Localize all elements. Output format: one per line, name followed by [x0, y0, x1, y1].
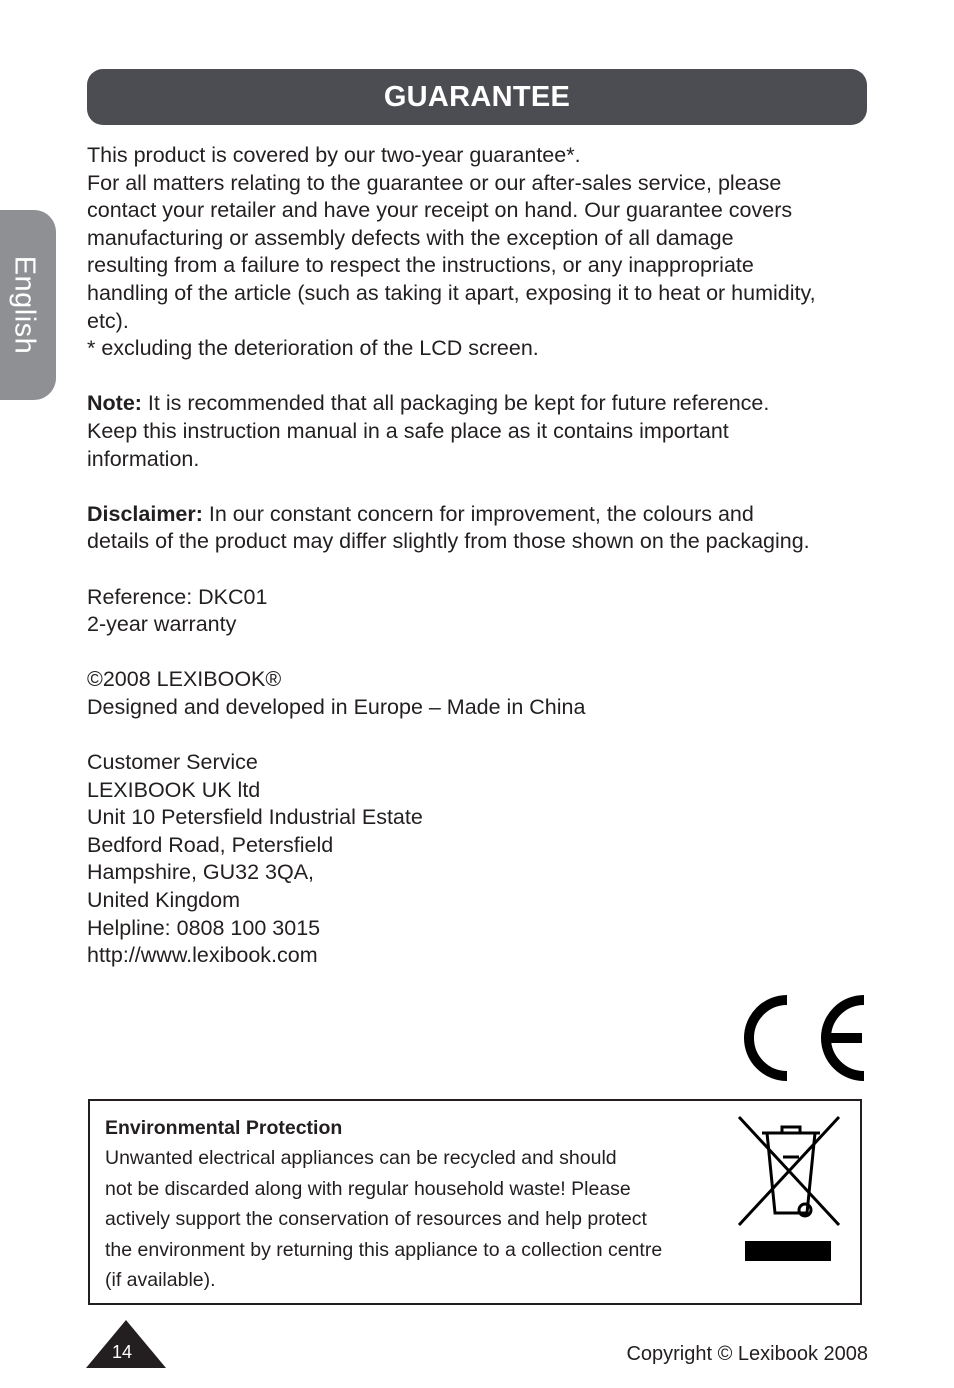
- note-text: It is recommended that all packaging be kept for future reference.: [141, 391, 770, 416]
- environment-line: not be discarded along with regular household waste! Please: [105, 1177, 631, 1200]
- ce-mark-icon: [740, 992, 870, 1084]
- environmental-protection-box: [88, 1099, 862, 1305]
- environment-line: the environment by returning this appliance to a collection centre: [105, 1238, 663, 1261]
- footer-copyright: Copyright © Lexibook 2008: [626, 1343, 868, 1365]
- guarantee-line: manufacturing or assembly defects with the exception of all damage: [87, 225, 734, 250]
- product-info: [87, 584, 877, 639]
- language-tab-label: English: [8, 255, 41, 355]
- company-name: LEXIBOOK UK ltd: [87, 777, 261, 802]
- disclaimer-text: In our constant concern for improvement, the colours and: [202, 501, 754, 526]
- guarantee-footnote: * excluding the deterioration of the LCD screen.: [87, 336, 539, 361]
- environment-line: Unwanted electrical appliances can be recycled and should: [105, 1147, 617, 1169]
- guarantee-line: contact your retailer and have your receipt on hand. Our guarantee covers: [87, 198, 793, 223]
- note-section: [87, 390, 877, 473]
- note-line: [87, 390, 877, 418]
- page-number-badge: [86, 1320, 166, 1368]
- disclaimer-line: [87, 501, 877, 529]
- disclaimer-label: Disclaimer:: [87, 501, 203, 526]
- address-country: United Kingdom: [87, 888, 240, 913]
- crossed-out-wheelie-bin-icon: [735, 1113, 845, 1263]
- language-tab[interactable]: [0, 210, 56, 400]
- page-title: GUARANTEE: [383, 80, 571, 113]
- guarantee-line: For all matters relating to the guarantee or our after-sales service, please: [87, 170, 782, 195]
- note-line: information.: [87, 446, 200, 471]
- helpline: Helpline: 0808 100 3015: [87, 915, 321, 940]
- brand-copyright: ©2008 LEXIBOOK®: [87, 667, 282, 692]
- guarantee-line: This product is covered by our two-year guarantee*.: [87, 143, 581, 167]
- guarantee-line: resulting from a failure to respect the instructions, or any inappropriate: [87, 253, 754, 278]
- product-warranty: 2-year warranty: [87, 612, 237, 637]
- disclaimer-line: details of the product may differ slightly from those shown on the packaging.: [87, 529, 810, 554]
- guarantee-line: handling of the article (such as taking it apart, exposing it to heat or humidity,: [87, 280, 816, 305]
- guarantee-line: etc).: [87, 308, 129, 333]
- page-number: 14: [111, 1342, 133, 1362]
- disclaimer-section: [87, 501, 877, 556]
- brand-info: [87, 666, 877, 721]
- environment-line: actively support the conservation of resources and help protect: [105, 1208, 647, 1231]
- main-content: [87, 142, 877, 970]
- customer-service-heading: Customer Service: [87, 750, 258, 775]
- guarantee-section: [87, 142, 877, 363]
- website-link[interactable]: http://www.lexibook.com: [87, 943, 318, 968]
- address-line: Unit 10 Petersfield Industrial Estate: [87, 805, 423, 830]
- environment-line: (if available).: [105, 1269, 216, 1292]
- environment-title: Environmental Protection: [105, 1117, 343, 1139]
- note-label: Note:: [87, 391, 142, 416]
- address-line: Bedford Road, Petersfield: [87, 832, 334, 857]
- section-header: [87, 69, 867, 125]
- customer-service: [87, 749, 877, 970]
- note-line: Keep this instruction manual in a safe place as it contains important: [87, 418, 729, 443]
- address-line: Hampshire, GU32 3QA,: [87, 860, 315, 885]
- brand-origin: Designed and developed in Europe – Made in China: [87, 694, 586, 719]
- product-reference: Reference: DKC01: [87, 584, 268, 609]
